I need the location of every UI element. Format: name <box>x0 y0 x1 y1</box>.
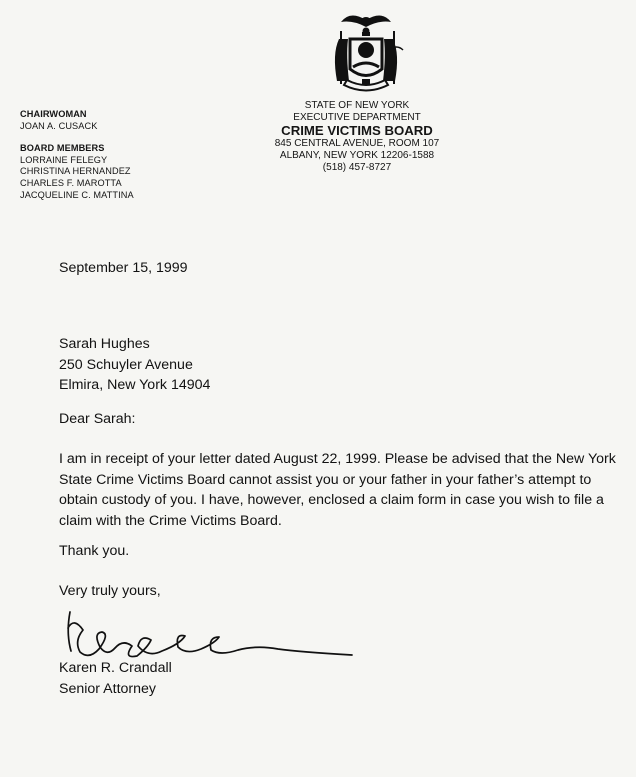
recipient-name: Sarah Hughes <box>59 336 150 352</box>
department-name: EXECUTIVE DEPARTMENT <box>293 111 421 123</box>
agency-name: CRIME VICTIMS BOARD <box>281 123 433 139</box>
letter-body: I am in receipt of your letter dated August 22, 1999. Please be advised that the New York State Crime Victims Board cannot assist you or your father in your father’s attempt to obtain custody of you. I have, however, enclosed a claim form in case you wish to file a claim with the Crime Victims Board. <box>59 451 616 529</box>
closing-line: Very truly yours, <box>59 583 161 599</box>
chair-name: JOAN A. CUSACK <box>20 120 98 131</box>
board-member: CHARLES F. MAROTTA <box>20 177 122 188</box>
board-member: JACQUELINE C. MATTINA <box>20 189 134 200</box>
recipient-address <box>59 334 619 396</box>
signer-name: Karen R. Crandall <box>59 660 172 676</box>
signature-block <box>59 658 619 699</box>
chair-title: CHAIRWOMAN <box>20 109 87 119</box>
board-member-list <box>20 109 134 201</box>
salutation: Dear Sarah: <box>59 411 136 427</box>
agency-letterhead <box>252 100 462 174</box>
board-member: LORRAINE FELEGY <box>20 154 108 165</box>
board-member: CHRISTINA HERNANDEZ <box>20 166 131 177</box>
agency-phone: (518) 457-8727 <box>322 161 392 173</box>
thank-you-line: Thank you. <box>59 543 130 559</box>
recipient-city: Elmira, New York 14904 <box>59 377 211 393</box>
agency-city: ALBANY, NEW YORK 12206-1588 <box>279 150 435 162</box>
letter-date: September 15, 1999 <box>59 260 188 276</box>
state-name: STATE OF NEW YORK <box>304 100 410 111</box>
board-members-title: BOARD MEMBERS <box>20 143 105 154</box>
recipient-street: 250 Schuyler Avenue <box>59 356 193 373</box>
signer-title: Senior Attorney <box>59 680 157 697</box>
agency-street: 845 CENTRAL AVENUE, ROOM 107 <box>274 138 440 150</box>
state-seal-logo <box>319 8 413 98</box>
